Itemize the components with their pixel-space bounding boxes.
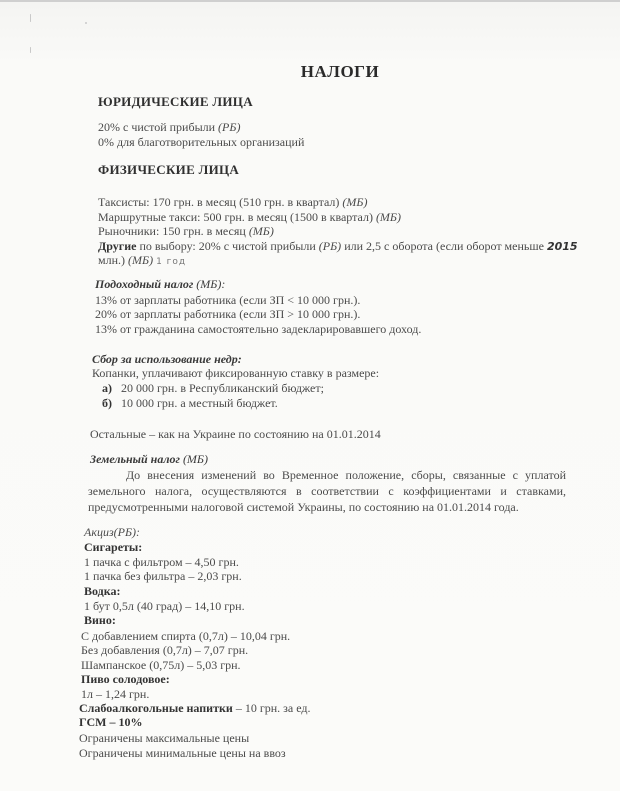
excise-group-vodka: Водка: bbox=[84, 584, 121, 598]
excise-item: 1 пачка с фильтром – 4,50 грн. bbox=[84, 555, 239, 569]
excise-item: 1 пачка без фильтра – 2,03 грн. bbox=[84, 569, 242, 583]
excise-item: Без добавления (0,7л) – 7,07 грн. bbox=[81, 643, 249, 657]
individuals-line-taxi: Таксисты: 170 грн. в месяц (510 грн. в квартал) (МБ) bbox=[98, 195, 368, 209]
subsoil-fee-intro: Копанки, уплачивают фиксированную ставку в размере: bbox=[92, 366, 380, 380]
handwritten-note: 1 год bbox=[156, 257, 187, 267]
individuals-heading: ФИЗИЧЕСКИЕ ЛИЦА bbox=[98, 162, 240, 177]
scan-mark bbox=[30, 47, 31, 53]
excise-group-beer: Пиво солодовое: bbox=[81, 672, 170, 686]
individuals-line-others-cont: млн.) (МБ) 1 год bbox=[98, 253, 187, 267]
excise-fuel-item: Ограничены минимальные цены на ввоз bbox=[79, 746, 286, 760]
subsoil-fee-heading: Сбор за использование недр: bbox=[92, 352, 242, 366]
scan-speck bbox=[85, 22, 87, 24]
scan-mark bbox=[30, 14, 31, 22]
excise-fuel-item: Ограничены максимальные цены bbox=[79, 731, 250, 745]
land-tax-heading: Земельный налог (МБ) bbox=[90, 452, 209, 466]
handwritten-correction: 2015 bbox=[546, 240, 578, 253]
excise-item: Шампанское (0,75л) – 5,03 грн. bbox=[81, 658, 241, 672]
income-tax-line-2: 20% от зарплаты работника (если ЗП > 10 000 грн.). bbox=[95, 307, 361, 321]
rest-note: Остальные – как на Украине по состоянию на 01.01.2014 bbox=[90, 427, 381, 441]
document-title: НАЛОГИ bbox=[300, 62, 380, 81]
subsoil-fee-item-b: б) 10 000 грн. а местный бюджет. bbox=[102, 396, 278, 410]
excise-group-cigarettes: Сигареты: bbox=[84, 540, 143, 554]
income-tax-line-1: 13% от зарплаты работника (если ЗП < 10 000 грн.). bbox=[95, 293, 361, 307]
income-tax-line-3: 13% от гражданина самостоятельно задекларировавшего доход. bbox=[95, 322, 422, 336]
excise-heading: Акциз(РБ): bbox=[84, 525, 141, 539]
excise-group-wine: Вино: bbox=[84, 613, 116, 627]
excise-fuel-heading: ГСМ – 10% bbox=[79, 715, 143, 729]
individuals-line-others: Другие по выбору: 20% с чистой прибыли (РБ) или 2,5 с оборота (если оборот меньше 2015 bbox=[98, 239, 578, 253]
excise-item: 1 бут 0,5л (40 град) – 14,10 грн. bbox=[84, 599, 245, 613]
individuals-line-market: Рыночники: 150 грн. в месяц (МБ) bbox=[98, 224, 274, 238]
legal-entities-line-1: 20% с чистой прибыли (РБ) bbox=[98, 120, 241, 134]
excise-item: 1л – 1,24 грн. bbox=[81, 687, 150, 701]
excise-item: С добавлением спирта (0,7л) – 10,04 грн. bbox=[81, 629, 291, 643]
land-tax-paragraph: До внесения изменений во Временное положение, сборы, связанные с уплатой земельного налога, осуществляются в соответствии с коэффициентами и ставками, предусмотренными налоговой системой Украины, по состоянию на 01.01.2014 года. bbox=[88, 468, 566, 514]
excise-low-alcohol: Слабоалкогольные напитки – 10 грн. за ед. bbox=[79, 701, 311, 715]
individuals-line-minibus: Маршрутные такси: 500 грн. в месяц (1500 в квартал) (МБ) bbox=[98, 210, 402, 224]
legal-entities-heading: ЮРИДИЧЕСКИЕ ЛИЦА bbox=[98, 94, 253, 109]
legal-entities-line-2: 0% для благотворительных организаций bbox=[98, 135, 305, 149]
subsoil-fee-item-a: а) 20 000 грн. в Республиканский бюджет; bbox=[102, 381, 324, 395]
income-tax-heading: Подоходный налог (МБ): bbox=[95, 277, 226, 291]
